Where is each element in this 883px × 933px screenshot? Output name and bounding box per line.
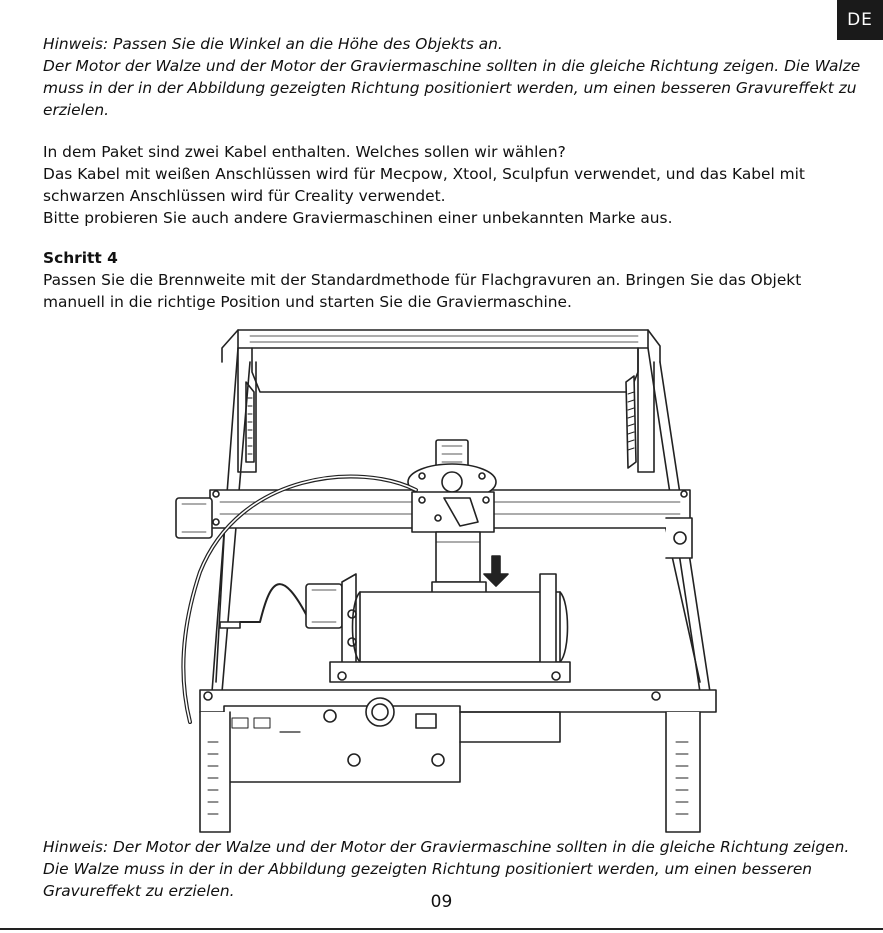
front-control-box (200, 690, 716, 782)
back-frame (222, 330, 660, 392)
cables-line: Das Kabel mit weißen Anschlüssen wird für Mecpow, Xtool, Sculpfun verwendet, und das Kabel mit (43, 165, 805, 183)
cables-line: Bitte probieren Sie auch andere Graviermaschinen einer unbekannten Marke aus. (43, 209, 673, 227)
cables-line: In dem Paket sind zwei Kabel enthalten. Welches sollen wir wählen? (43, 143, 566, 161)
cables-paragraph (43, 141, 843, 229)
note-top-line: Der Motor der Walze und der Motor der Graviermaschine sollten in die gleiche Richtung zeigen. Die Walze (43, 57, 861, 75)
note-bottom-line: Gravureffekt zu erzielen. (43, 882, 235, 900)
step4-line: manuell in die richtige Position und starten Sie die Graviermaschine. (43, 293, 572, 311)
cables-line: schwarzen Anschlüssen wird für Creality verwendet. (43, 187, 446, 205)
direction-arrow-icon (484, 556, 508, 586)
note-top-line: muss in der in der Abbildung gezeigten Richtung positioniert werden, um einen besseren Gravureffekt zu (43, 79, 857, 97)
right-back-leg (626, 348, 654, 472)
note-bottom-line: Hinweis: Der Motor der Walze und der Motor der Graviermaschine sollten in die gleiche Richtung zeigen. (43, 838, 850, 856)
rotary-roller-engraver-illustration (160, 322, 720, 844)
note-top-line: erzielen. (43, 101, 110, 119)
note-bottom-line: Die Walze muss in der in der Abbildung gezeigten Richtung positioniert werden, um einen besseren (43, 860, 813, 878)
left-back-leg (238, 348, 256, 472)
step4-section (43, 247, 843, 313)
note-top-line: Hinweis: Passen Sie die Winkel an die Höhe des Objekts an. (43, 35, 503, 53)
step4-heading: Schritt 4 (43, 249, 118, 267)
footer-rule (0, 928, 883, 930)
page-number: 09 (430, 892, 453, 912)
step4-line: Passen Sie die Brennweite mit der Standardmethode für Flachgravuren an. Bringen Sie das Objekt (43, 271, 802, 289)
language-tab: DE (837, 0, 883, 40)
note-top (43, 33, 861, 121)
